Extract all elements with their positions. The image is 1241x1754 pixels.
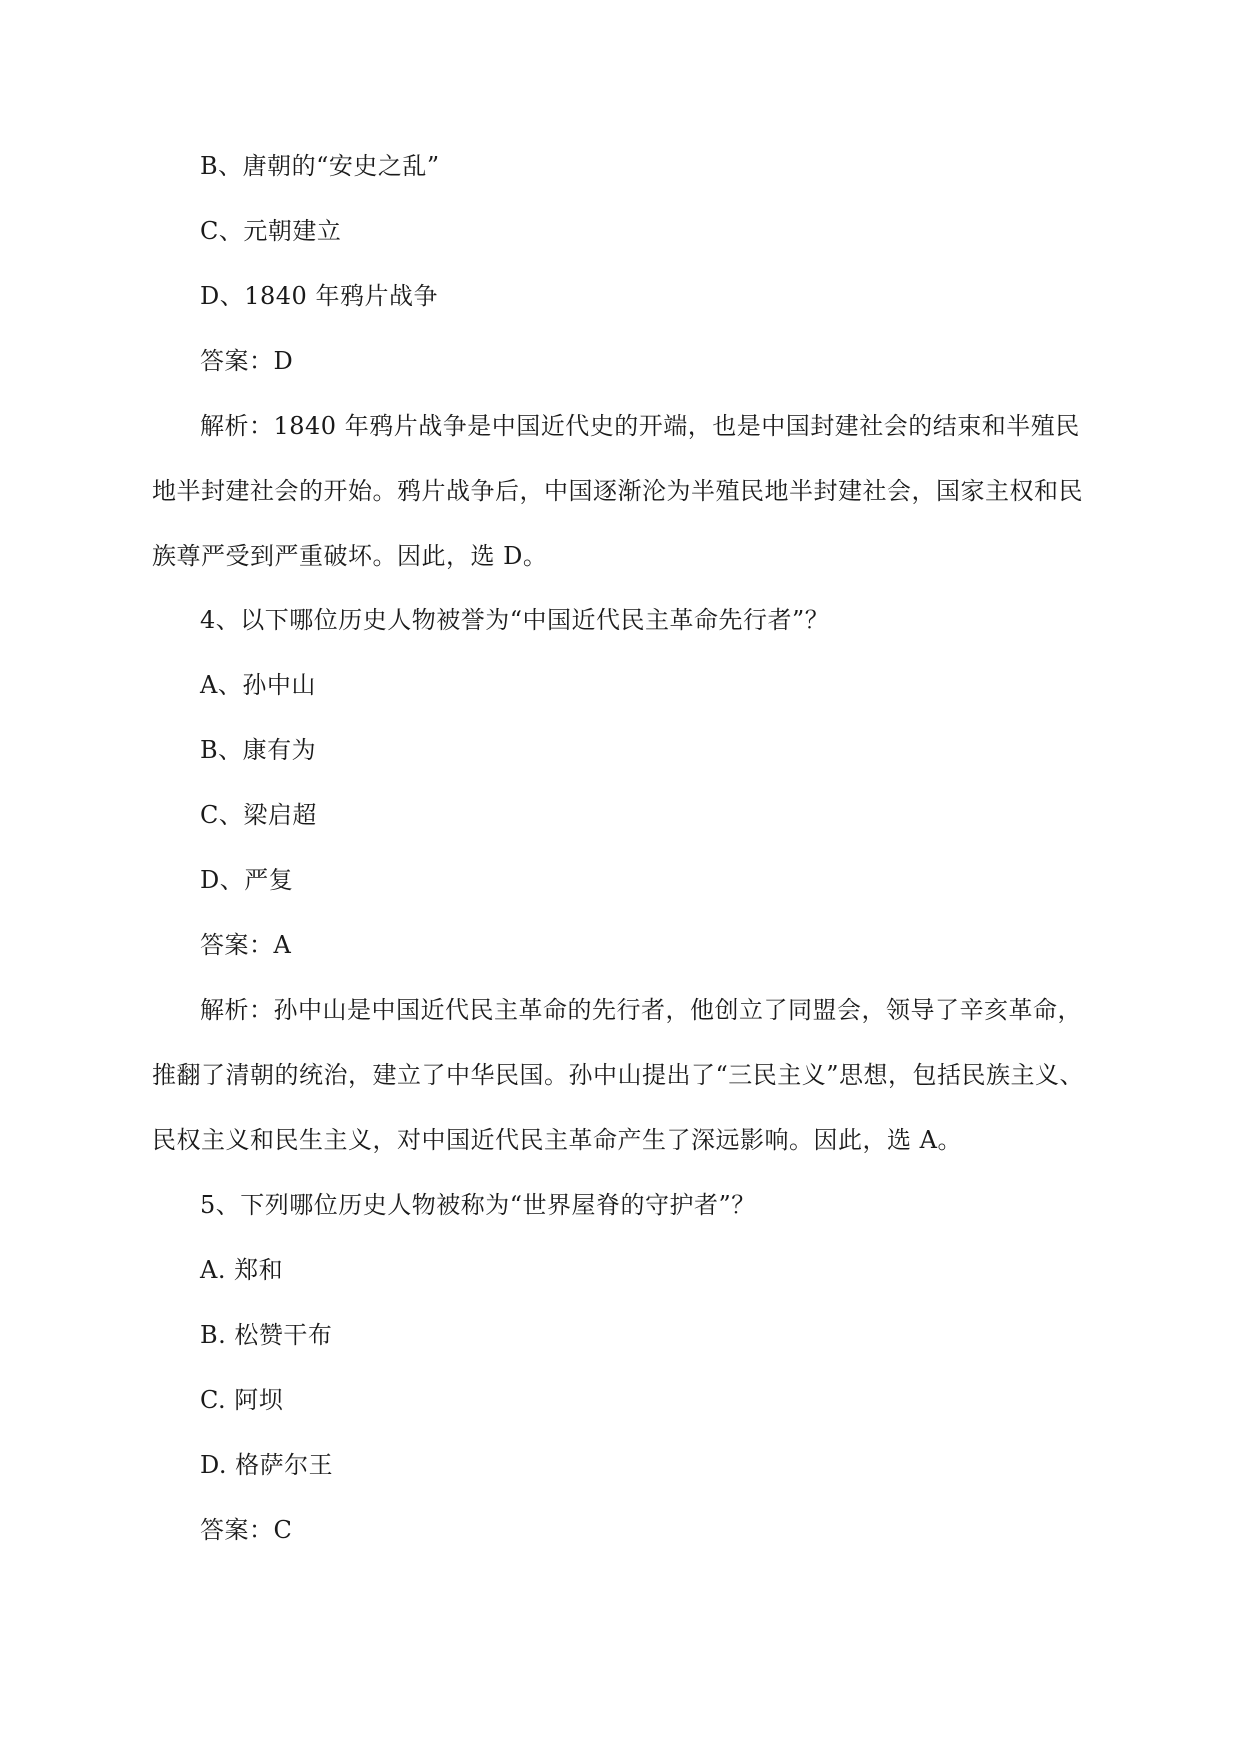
q4-analysis-line-1: 解析：孙中山是中国近代民主革命的先行者，他创立了同盟会，领导了辛亥革命，	[200, 996, 1082, 1024]
q4-answer: 答案：A	[200, 931, 292, 959]
q4-question: 4、以下哪位历史人物被誉为“中国近代民主革命先行者”？	[200, 606, 830, 634]
q3-analysis-line-3: 族尊严受到严重破坏。因此，选 D。	[152, 542, 548, 570]
q3-analysis-line-2: 地半封建社会的开始。鸦片战争后，中国逐渐沦为半殖民地半封建社会，国家主权和民	[152, 477, 1083, 505]
q3-option-c: C、元朝建立	[200, 217, 342, 245]
q3-answer: 答案：D	[200, 347, 294, 375]
q4-option-c: C、梁启超	[200, 801, 317, 829]
q3-option-b: B、唐朝的“安史之乱”	[200, 152, 440, 180]
q5-option-a: A. 郑和	[200, 1256, 284, 1284]
q4-option-d: D、严复	[200, 866, 294, 894]
q3-analysis-line-1: 解析：1840 年鸦片战争是中国近代史的开端，也是中国封建社会的结束和半殖民	[200, 412, 1080, 440]
q4-option-a: A、孙中山	[200, 671, 316, 699]
q4-option-b: B、康有为	[200, 736, 317, 764]
q5-option-b: B. 松赞干布	[200, 1321, 333, 1349]
q5-option-d: D. 格萨尔王	[200, 1451, 334, 1479]
q5-question: 5、下列哪位历史人物被称为“世界屋脊的守护者”？	[200, 1191, 756, 1219]
q4-analysis-line-3: 民权主义和民生主义，对中国近代民主革命产生了深远影响。因此，选 A。	[152, 1126, 962, 1154]
q3-option-d: D、1840 年鸦片战争	[200, 282, 438, 310]
q5-answer: 答案：C	[200, 1516, 293, 1544]
q5-option-c: C. 阿坝	[200, 1386, 284, 1414]
q4-analysis-line-2: 推翻了清朝的统治，建立了中华民国。孙中山提出了“三民主义”思想，包括民族主义、	[152, 1061, 1085, 1089]
